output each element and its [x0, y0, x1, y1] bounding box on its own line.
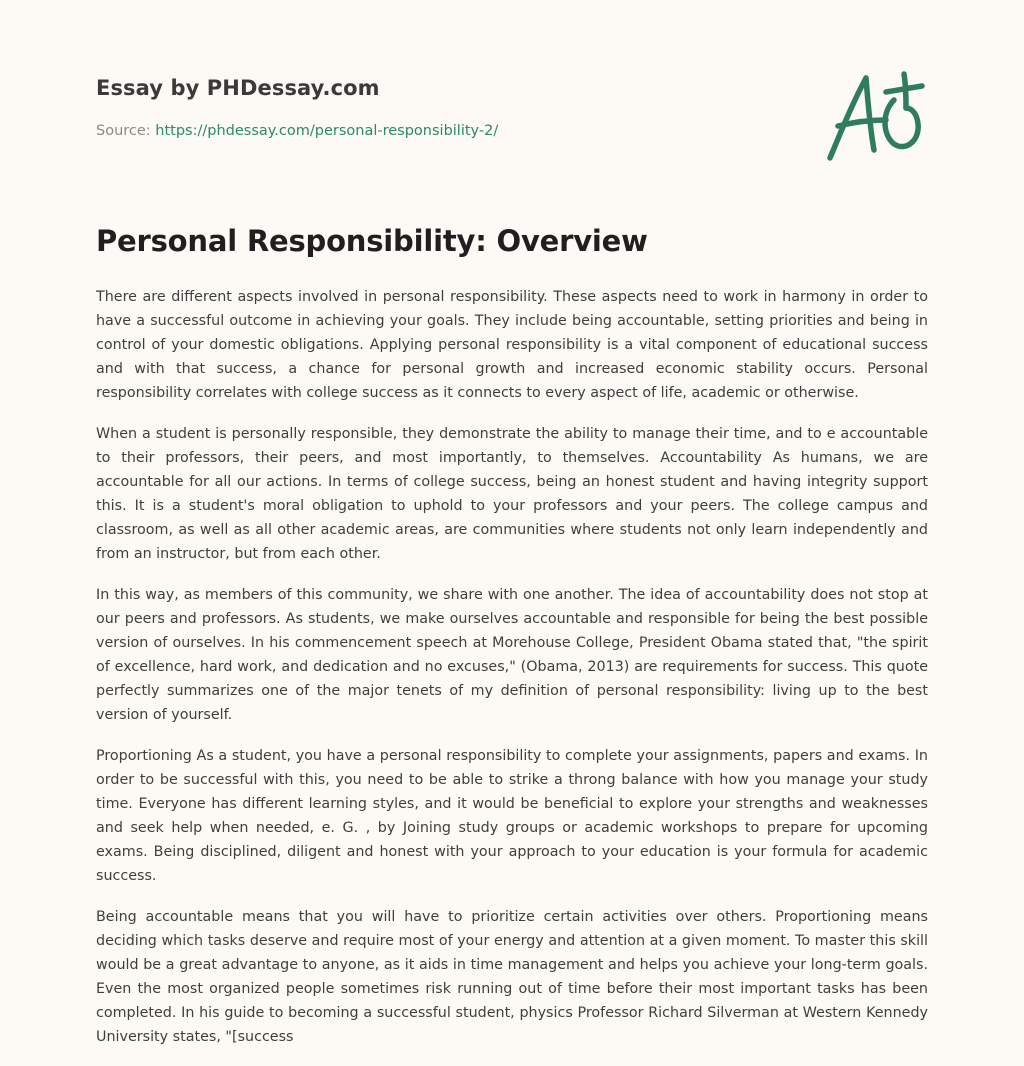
essay-paragraph-1: There are different aspects involved in personal responsibility. These aspects need to work in harmony in order to have a successful outcome in achieving your goals. They include being accountable, setting priorities and being in control of your domestic obligations. Applying personal responsibility is a vital component of educational success and with that success, a chance for personal growth and increased economic stability occurs. Personal responsibility correlates with college success as it connects to every aspect of life, academic or otherwise.: [96, 289, 928, 401]
essay-paragraph-5: Being accountable means that you will have to prioritize certain activities over others. Proportioning means deciding which tasks deserve and require most of your energy and attention at a given moment. To master this skill would be a great advantage to anyone, as it aids in time management and helps you achieve your long-term goals. Even the most organized people sometimes risk running out of time before their most important tasks has been completed. In his guide to becoming a successful student, physics Professor Richard Silverman at Western Kennedy University states, "[success: [96, 909, 928, 1045]
source-label: Source:: [96, 123, 151, 139]
essay-paragraph-3: In this way, as members of this community, we share with one another. The idea of accountability does not stop at our peers and professors. As students, we make ourselves accountable and responsible for being the best possible version of ourselves. In his commencement speech at Morehouse College, President Obama stated that, "the spirit of excellence, hard work, and dedication and no excuses," (Obama, 2013) are requirements for success. This quote perfectly summarizes one of the major tenets of my definition of personal responsibility: living up to the best version of yourself.: [96, 587, 928, 723]
source-line: [96, 123, 498, 139]
essay-title: Personal Responsibility: Overview: [96, 224, 648, 258]
a-plus-logo-icon: [820, 64, 928, 164]
essay-paragraph-2: When a student is personally responsible, they demonstrate the ability to manage their time, and to e accountable to their professors, their peers, and most importantly, to themselves. Accountability As humans, we are accountable for all our actions. In terms of college success, being an honest student and having integrity support this. It is a student's moral obligation to uphold to your professors and your peers. The college campus and classroom, as well as all other academic areas, are communities where students not only learn independently and from an instructor, but from each other.: [96, 426, 928, 562]
essay-body: [96, 285, 928, 1066]
essay-paragraph-4: Proportioning As a student, you have a personal responsibility to complete your assignments, papers and exams. In order to be successful with this, you need to be able to strike a throng balance with how you manage your study time. Everyone has different learning styles, and it would be beneficial to explore your strengths and weaknesses and seek help when needed, e. G. , by Joining study groups or academic workshops to prepare for upcoming exams. Being disciplined, diligent and honest with your approach to your education is your formula for academic success.: [96, 748, 928, 884]
site-header-title: Essay by PHDessay.com: [96, 76, 380, 100]
source-link[interactable]: https://phdessay.com/personal-responsibility-2/: [155, 123, 499, 139]
